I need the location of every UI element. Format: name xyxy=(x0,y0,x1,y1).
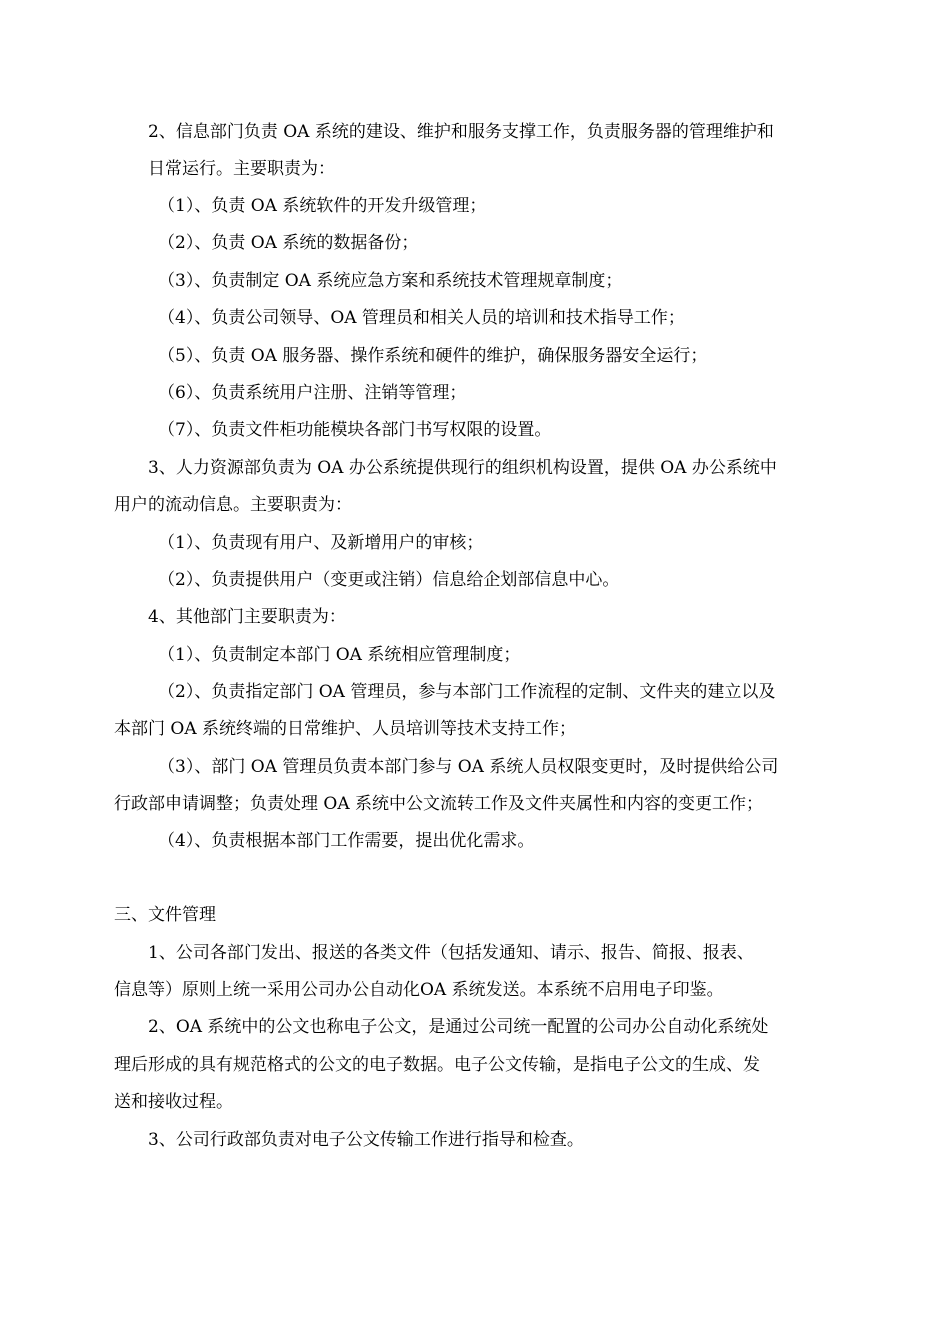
paragraph-line: 行政部申请调整；负责处理 OA 系统中公文流转工作及文件夹属性和内容的变更工作； xyxy=(114,794,764,814)
paragraph-line: 3、公司行政部负责对电子公文传输工作进行指导和检查。 xyxy=(148,1130,584,1150)
list-item: （2）、负责 OA 系统的数据备份； xyxy=(158,233,419,253)
list-item: （3）、负责制定 OA 系统应急方案和系统技术管理规章制度； xyxy=(158,271,623,291)
list-item: （1）、负责 OA 系统软件的开发升级管理； xyxy=(158,196,487,216)
list-item: （2）、负责提供用户（变更或注销）信息给企划部信息中心。 xyxy=(158,570,620,590)
paragraph-line: 3、人力资源部负责为 OA 办公系统提供现行的组织机构设置，提供 OA 办公系统中 xyxy=(148,458,777,478)
paragraph-line: 理后形成的具有规范格式的公文的电子数据。电子公文传输，是指电子公文的生成、发 xyxy=(114,1055,760,1075)
paragraph-line: 送和接收过程。 xyxy=(114,1092,233,1112)
section-heading: 三、文件管理 xyxy=(114,905,216,925)
paragraph-line: 2、OA 系统中的公文也称电子公文，是通过公司统一配置的公司办公自动化系统处 xyxy=(148,1017,769,1037)
list-item: （4）、负责公司领导、OA 管理员和相关人员的培训和技术指导工作； xyxy=(158,308,685,328)
paragraph-line: 日常运行。主要职责为： xyxy=(148,159,335,179)
list-item: （5）、负责 OA 服务器、操作系统和硬件的维护，确保服务器安全运行； xyxy=(158,346,708,366)
paragraph-line: 2、信息部门负责 OA 系统的建设、维护和服务支撑工作，负责服务器的管理维护和 xyxy=(148,122,774,142)
paragraph-line: 4、其他部门主要职责为： xyxy=(148,607,346,627)
list-item: （2）、负责指定部门 OA 管理员，参与本部门工作流程的定制、文件夹的建立以及 xyxy=(158,682,776,702)
paragraph-line: 1、公司各部门发出、报送的各类文件（包括发通知、请示、报告、简报、报表、 xyxy=(148,943,754,963)
list-item: （1）、负责现有用户、及新增用户的审核； xyxy=(158,533,484,553)
list-item: （7）、负责文件柜功能模块各部门书写权限的设置。 xyxy=(158,420,552,440)
paragraph-line: 信息等）原则上统一采用公司办公自动化OA 系统发送。本系统不启用电子印鉴。 xyxy=(114,980,724,1000)
paragraph-line: 用户的流动信息。主要职责为： xyxy=(114,495,352,515)
list-item: （3）、部门 OA 管理员负责本部门参与 OA 系统人员权限变更时，及时提供给公司 xyxy=(158,757,779,777)
list-item: （1）、负责制定本部门 OA 系统相应管理制度； xyxy=(158,645,521,665)
list-item: （4）、负责根据本部门工作需要，提出优化需求。 xyxy=(158,831,535,851)
list-item: （6）、负责系统用户注册、注销等管理； xyxy=(158,383,467,403)
paragraph-line: 本部门 OA 系统终端的日常维护、人员培训等技术支持工作； xyxy=(114,719,577,739)
